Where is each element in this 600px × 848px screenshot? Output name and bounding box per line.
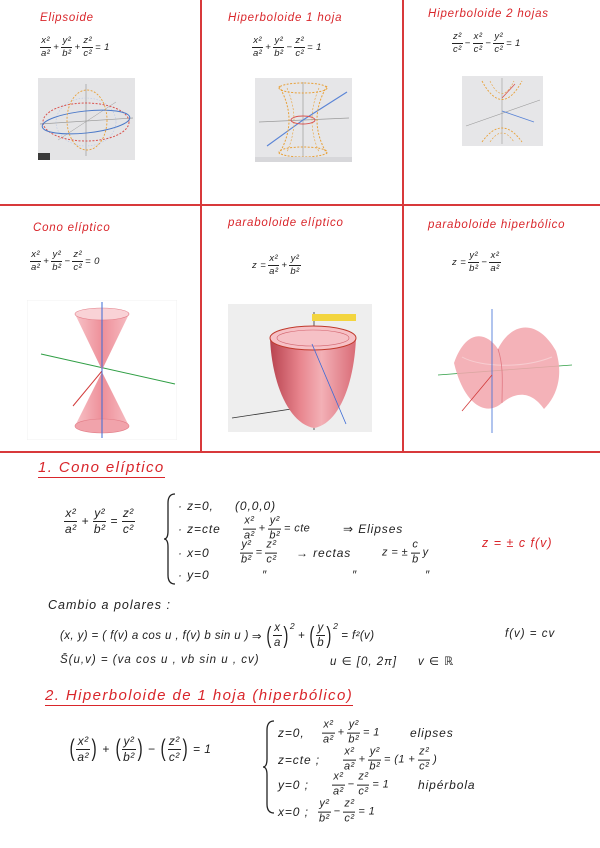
open-paren: ( xyxy=(69,735,75,763)
equation-term: = cte xyxy=(284,523,311,535)
fraction xyxy=(159,735,189,764)
denominator: b² xyxy=(369,760,381,773)
fraction-body xyxy=(418,747,430,774)
polar-function-note: f(v) = cv xyxy=(505,628,556,640)
denominator: b² xyxy=(123,749,135,764)
open-paren: ( xyxy=(266,622,272,649)
fraction xyxy=(240,540,253,567)
numerator: x² xyxy=(65,506,77,520)
equation-term: − xyxy=(64,256,71,268)
case-result: → rectas xyxy=(296,546,352,560)
fraction xyxy=(347,720,360,747)
denominator: b² xyxy=(93,521,106,536)
caption-strip xyxy=(255,157,352,162)
ditto-mark: ″ xyxy=(352,568,358,582)
equation-term: = 1 xyxy=(95,42,110,54)
denominator: c² xyxy=(122,521,134,536)
denominator: b² xyxy=(290,266,300,278)
fraction-body xyxy=(122,735,135,764)
fraction-body xyxy=(289,254,300,278)
fraction xyxy=(473,32,484,56)
case-result: hipérbola xyxy=(418,778,476,792)
open-paren: ( xyxy=(160,735,167,763)
hyperboloid-main-equation xyxy=(68,735,211,764)
fraction-body xyxy=(268,254,279,278)
equation-term: = (1 + xyxy=(384,754,416,766)
numerator: x² xyxy=(244,514,255,527)
numerator: x² xyxy=(323,718,334,731)
fraction xyxy=(322,720,335,747)
denominator: c² xyxy=(358,785,369,798)
elliptic-cone-figure xyxy=(27,300,177,440)
denominator: a xyxy=(273,637,281,650)
card-equation-ellipsoid xyxy=(40,36,110,60)
fraction-body xyxy=(343,799,355,826)
fraction-body xyxy=(82,36,93,60)
section-heading-elliptic-cone: 1. Cono elíptico xyxy=(38,459,165,476)
numerator: x² xyxy=(77,734,89,748)
fraction xyxy=(122,507,135,536)
card-equation-elliptic-cone xyxy=(30,250,100,274)
case-row xyxy=(178,563,431,587)
denominator: c² xyxy=(83,48,93,60)
case-equation xyxy=(332,772,389,799)
numerator: x² xyxy=(253,35,262,46)
card-title-hyperbolic-paraboloid: paraboloide hiperbólico xyxy=(428,219,566,231)
numerator: z² xyxy=(73,249,83,260)
case-equation xyxy=(243,516,310,543)
open-paren: ( xyxy=(309,622,315,649)
numerator: z² xyxy=(266,538,277,551)
numerator: z² xyxy=(358,770,369,783)
equation-term: − xyxy=(464,38,471,50)
fraction-body xyxy=(122,507,135,536)
fraction-body xyxy=(343,747,356,774)
fraction xyxy=(265,622,295,650)
open-paren: ( xyxy=(115,735,121,763)
fraction xyxy=(452,32,463,56)
equation-term: = 1 xyxy=(193,742,212,757)
fraction-body xyxy=(168,735,181,764)
exponent: 2 xyxy=(289,621,296,631)
hyperboloid-one-sheet-figure xyxy=(255,78,352,162)
fraction-body xyxy=(493,32,504,56)
denominator: a² xyxy=(77,749,89,764)
fraction xyxy=(82,36,93,60)
denominator: a² xyxy=(41,48,51,60)
card-title-hyperboloid-one-sheet: Hiperboloide 1 hoja xyxy=(228,12,343,24)
case-condition: · z=0, xyxy=(178,499,214,513)
equation-term: − xyxy=(481,257,488,269)
denominator: a² xyxy=(65,521,77,536)
equation-term: + xyxy=(281,260,288,272)
numerator: z² xyxy=(344,797,355,810)
fraction xyxy=(252,36,263,60)
numerator: z² xyxy=(168,734,180,748)
case-equation xyxy=(240,540,277,567)
fraction xyxy=(265,540,277,567)
numerator: y² xyxy=(123,734,135,748)
fraction-body xyxy=(489,251,500,275)
fraction-body xyxy=(411,540,420,567)
case-result: (0,0,0) xyxy=(235,499,276,513)
numerator: y² xyxy=(348,718,359,731)
fraction-body xyxy=(357,772,369,799)
fraction xyxy=(273,36,284,60)
numerator: y² xyxy=(52,249,62,260)
numerator: x xyxy=(274,622,281,634)
fraction xyxy=(72,250,83,274)
equation-term: z = xyxy=(452,257,467,269)
equation-term: − xyxy=(286,42,293,54)
case-row xyxy=(278,770,476,798)
fraction xyxy=(64,507,77,536)
v-range: v ∈ ℝ xyxy=(418,656,455,668)
numerator: y² xyxy=(269,514,280,527)
fraction-body xyxy=(64,507,77,536)
fraction xyxy=(294,36,305,60)
denominator: c² xyxy=(494,44,504,56)
fraction-body xyxy=(72,250,83,274)
case-row xyxy=(178,538,429,566)
fraction xyxy=(114,735,144,764)
denominator: b² xyxy=(274,48,284,60)
numerator: y² xyxy=(62,35,72,46)
numerator: x² xyxy=(490,250,500,261)
fraction-body xyxy=(51,250,62,274)
fraction-body xyxy=(473,32,484,56)
fraction-body xyxy=(368,747,381,774)
case-condition: · z=cte xyxy=(178,522,221,536)
saddle-surface xyxy=(454,328,559,410)
case-row xyxy=(278,797,376,825)
numerator: y² xyxy=(274,35,284,46)
equation-term: = xyxy=(110,514,118,529)
equation-term: z = xyxy=(252,260,267,272)
numerator: z² xyxy=(83,35,93,46)
denominator: a² xyxy=(269,266,279,278)
equation-term: − xyxy=(333,806,341,818)
card-equation-hyperboloid-two-sheets xyxy=(452,32,521,56)
equation-term: + xyxy=(102,742,110,757)
toolbar-strip xyxy=(38,153,50,160)
fraction xyxy=(343,747,356,774)
fraction-body xyxy=(61,36,72,60)
elliptic-paraboloid-figure xyxy=(228,304,372,432)
equation-term: = 1 xyxy=(506,38,521,50)
fraction-body xyxy=(273,622,282,650)
section-heading-hyperboloid: 2. Hiperboloide de 1 hoja (hiperbólico) xyxy=(45,687,354,704)
label-tag xyxy=(312,314,356,321)
u-range: u ∈ [0, 2π] xyxy=(330,656,398,668)
ellipsoid-figure xyxy=(38,78,135,160)
denominator: a² xyxy=(323,733,334,746)
equation-term: + xyxy=(358,754,366,766)
denominator: b² xyxy=(348,733,360,746)
card-title-hyperboloid-two-sheets: Hiperboloide 2 hojas xyxy=(428,8,549,20)
card-equation-hyperboloid-one-sheet xyxy=(252,36,322,60)
numerator: y² xyxy=(290,253,300,264)
close-paren: ) xyxy=(182,735,188,763)
grid-rule-vertical xyxy=(200,0,202,452)
numerator: x² xyxy=(31,249,40,260)
case-row xyxy=(178,494,276,518)
case-result: elipses xyxy=(410,726,454,740)
fraction xyxy=(489,251,500,275)
denominator: b² xyxy=(469,263,479,275)
numerator: y² xyxy=(494,31,504,42)
fraction xyxy=(93,507,106,536)
case-condition: x=0 ; xyxy=(278,805,309,819)
equation-term: + xyxy=(258,523,266,535)
fraction xyxy=(289,254,300,278)
numerator: x² xyxy=(473,31,483,42)
numerator: z² xyxy=(453,31,462,42)
denominator: a² xyxy=(490,263,500,275)
equation-term: = 1 xyxy=(363,727,380,739)
fraction-body xyxy=(252,36,263,60)
denominator: b² xyxy=(62,48,72,60)
numerator: x² xyxy=(333,770,344,783)
numerator: y² xyxy=(94,506,106,520)
ditto-mark: ″ xyxy=(425,568,431,582)
denominator: c² xyxy=(266,553,277,566)
card-title-elliptic-cone: Cono elíptico xyxy=(33,222,111,234)
case-row xyxy=(178,514,404,542)
case-row xyxy=(278,718,454,746)
line-equation xyxy=(382,540,429,567)
polar-change-title: Cambio a polares : xyxy=(48,598,171,612)
equation-term: = 1 xyxy=(358,806,376,818)
fraction xyxy=(318,799,331,826)
equation-term: + xyxy=(43,256,50,268)
denominator: b² xyxy=(241,553,252,566)
case-row xyxy=(278,745,438,773)
numerator: x² xyxy=(41,35,50,46)
case-result: ⇒ Elipses xyxy=(343,522,404,536)
equation-term: = 1 xyxy=(307,42,322,54)
fraction xyxy=(368,747,381,774)
case-equation xyxy=(343,747,437,774)
equation-term: y xyxy=(422,547,429,559)
left-brace xyxy=(262,720,276,814)
equation-term: = 1 xyxy=(372,779,390,791)
grid-rule-vertical xyxy=(402,0,404,452)
equation-term: = f²(v) xyxy=(341,629,375,642)
fraction xyxy=(30,250,41,274)
close-paren: ) xyxy=(326,622,332,649)
case-condition: y=0 ; xyxy=(278,778,309,792)
numerator: x² xyxy=(344,745,355,758)
case-equation xyxy=(318,799,375,826)
fraction xyxy=(418,747,430,774)
ditto-mark: ″ xyxy=(262,568,268,582)
denominator: a² xyxy=(31,262,41,274)
equation-term: − xyxy=(148,742,156,757)
case-condition: · y=0 xyxy=(178,568,210,582)
fraction-body xyxy=(318,799,331,826)
numerator: c xyxy=(412,538,419,551)
case-equation xyxy=(322,720,380,747)
denominator: c² xyxy=(344,812,355,825)
case-condition: · x=0 xyxy=(178,546,210,560)
denominator: a² xyxy=(344,760,355,773)
card-title-ellipsoid: Elipsoide xyxy=(40,12,94,24)
cone-main-equation xyxy=(64,507,135,536)
equation-term: = 0 xyxy=(85,256,100,268)
fraction xyxy=(343,799,355,826)
grid-rule-horizontal xyxy=(0,204,600,206)
hyperboloid-two-sheets-figure xyxy=(462,76,543,146)
numerator: y² xyxy=(469,250,479,261)
card-title-elliptic-paraboloid: paraboloide elíptico xyxy=(228,217,344,229)
case-condition: z=0, xyxy=(278,726,305,740)
numerator: x² xyxy=(269,253,279,264)
fraction xyxy=(268,254,279,278)
numerator: z² xyxy=(122,506,134,520)
denominator: c² xyxy=(73,262,83,274)
close-paren: ) xyxy=(283,622,289,649)
fraction-body xyxy=(322,720,335,747)
fraction-body xyxy=(93,507,106,536)
numerator: y² xyxy=(319,797,330,810)
equation-term: − xyxy=(485,38,492,50)
equation-term: (x, y) = ( f(v) a cos u , f(v) b sin u ) xyxy=(60,629,249,642)
denominator: b² xyxy=(52,262,62,274)
fraction xyxy=(493,32,504,56)
equation-term: ) xyxy=(433,754,438,766)
denominator: c² xyxy=(295,48,305,60)
numerator: y xyxy=(317,622,324,634)
fraction xyxy=(68,735,98,764)
denominator: c² xyxy=(419,760,430,773)
fraction xyxy=(357,772,369,799)
fraction-body xyxy=(76,735,89,764)
fraction xyxy=(332,772,345,799)
hyperbolic-paraboloid-figure xyxy=(432,305,578,438)
equation-term: + xyxy=(74,42,81,54)
fraction-body xyxy=(240,540,253,567)
fraction-body xyxy=(347,720,360,747)
denominator: c² xyxy=(453,44,462,56)
numerator: y² xyxy=(369,745,380,758)
fraction xyxy=(411,540,420,567)
fraction-body xyxy=(316,622,325,650)
fraction-body xyxy=(40,36,51,60)
fraction-body xyxy=(294,36,305,60)
equation-term: + xyxy=(337,727,345,739)
denominator: c² xyxy=(473,44,483,56)
fraction xyxy=(61,36,72,60)
fraction xyxy=(468,251,479,275)
denominator: b xyxy=(412,553,419,566)
equation-term: − xyxy=(347,779,355,791)
grid-rule-horizontal xyxy=(0,451,600,453)
card-equation-elliptic-paraboloid xyxy=(252,254,301,278)
fraction xyxy=(40,36,51,60)
equation-term: ⇒ xyxy=(251,630,262,643)
card-equation-hyperbolic-paraboloid xyxy=(452,251,501,275)
numerator: y² xyxy=(241,538,252,551)
denominator: a² xyxy=(253,48,263,60)
close-paren: ) xyxy=(137,735,143,763)
close-paren: ) xyxy=(91,735,97,763)
numerator: z² xyxy=(295,35,305,46)
equation-term: z = ± xyxy=(382,547,409,559)
denominator: a² xyxy=(244,529,255,542)
fraction-body xyxy=(30,250,41,274)
equation-term: + xyxy=(265,42,272,54)
denominator: a² xyxy=(333,785,344,798)
equation-term: + xyxy=(298,629,306,642)
denominator: b² xyxy=(319,812,330,825)
numerator: z² xyxy=(419,745,430,758)
fraction-body xyxy=(265,540,277,567)
cone-generatrix-note: z = ± c f(v) xyxy=(482,536,553,550)
fraction-body xyxy=(332,772,345,799)
equation-term: + xyxy=(53,42,60,54)
fraction xyxy=(308,622,338,650)
fraction-body xyxy=(452,32,463,56)
fraction-body xyxy=(468,251,479,275)
fraction xyxy=(51,250,62,274)
polar-equation-line xyxy=(60,622,374,650)
denominator: b² xyxy=(269,529,281,542)
denominator: c² xyxy=(168,749,180,764)
equation-term: = xyxy=(255,547,263,559)
left-brace xyxy=(163,493,177,585)
case-condition: z=cte ; xyxy=(278,753,320,767)
fraction-body xyxy=(273,36,284,60)
parametrization-line: S̄(u,v) = (va cos u , vb sin u , cv) xyxy=(60,654,260,666)
exponent: 2 xyxy=(333,621,339,631)
equation-term: + xyxy=(81,514,89,529)
denominator: b xyxy=(317,637,325,650)
